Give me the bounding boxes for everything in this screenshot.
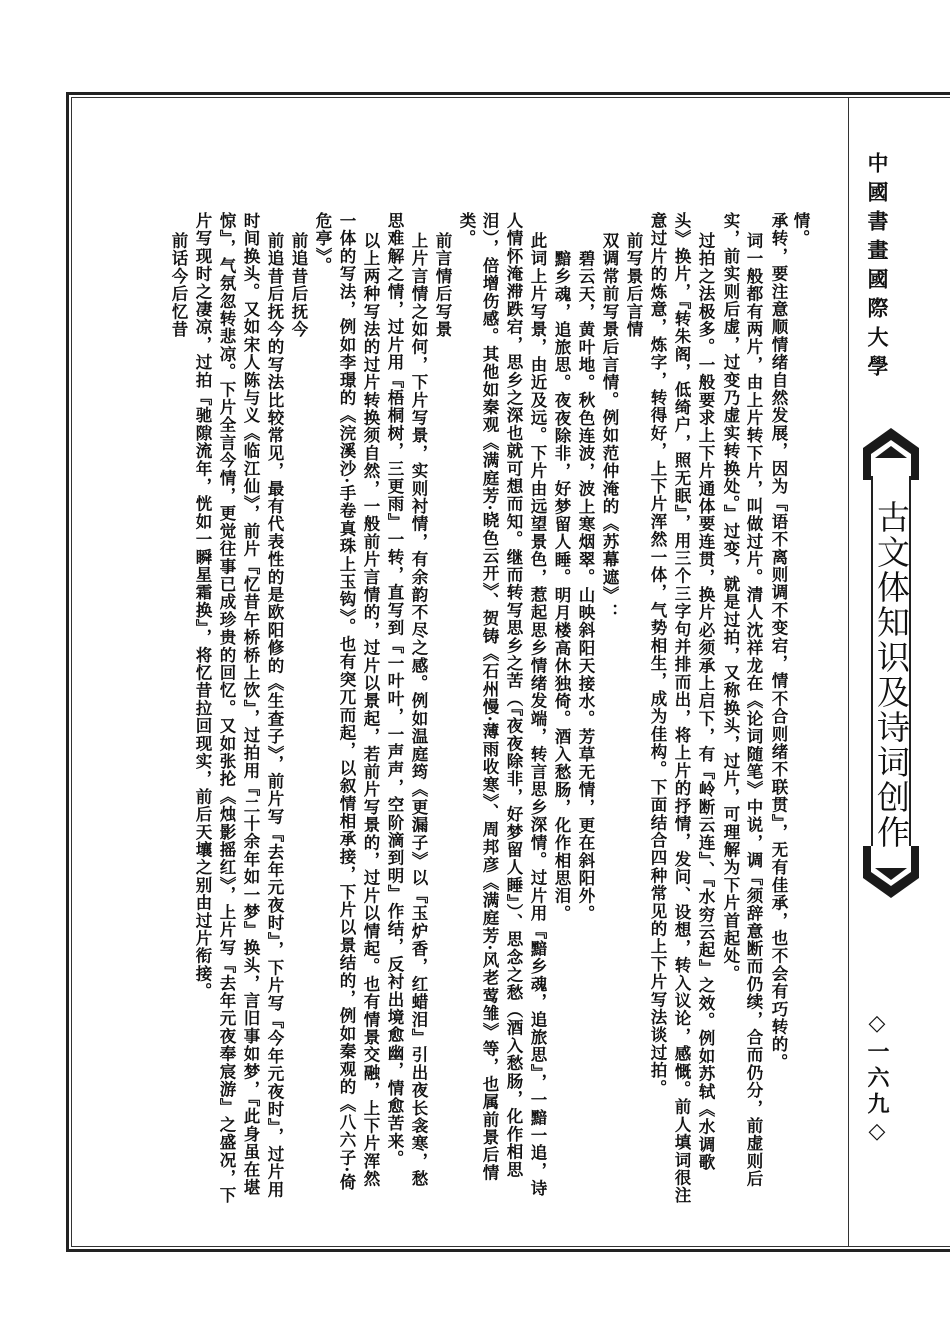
text-column: 类。 bbox=[457, 212, 476, 248]
text-column: 上片言情之如何，下片写景，实则衬情，有余韵不尽之感。例如温庭筠《更漏子》以『玉炉香，红蜡泪』引出夜长衾寒，愁 bbox=[409, 232, 428, 1188]
margin-divider bbox=[848, 97, 849, 1247]
text-column: 片写现时之凄凉，过拍『驰隙流年，恍如一瞬星霜换』，将忆昔拉回现实，前后天壤之别由过片衔接。 bbox=[193, 212, 212, 1001]
text-column: 头》换片，『转朱阁，低绮户，照无眠』，用三个三字句并排而出，将上片的抒情，发问、设想，转入议论，感慨。前人填词很注 bbox=[672, 212, 691, 1205]
section-heading: 前言情后写景 bbox=[433, 232, 452, 339]
banner-bottom-ornament bbox=[863, 846, 919, 898]
section-heading: 前写景后言情 bbox=[624, 232, 643, 339]
poem-line: 碧云天，黄叶地。秋色连波，波上寒烟翠。山映斜阳天接水。芳草无情，更在斜阳外。 bbox=[576, 250, 595, 923]
text-column: 时间换头。又如宋人陈与义《临江仙》，前片『忆昔午桥桥上饮』，过拍用『二十余年如一梦』换头，言旧事如梦，『此身虽在堪 bbox=[241, 212, 260, 1197]
text-column: 以上两种写法的过片转换须自然，一般前片言情的，过片以景起，若前片写景的，过片以情起。也有情景交融，上下片浑然 bbox=[361, 232, 380, 1188]
text-column: 意过片的炼意，炼字，转得好，上下片浑然一体，气势相生，成为佳构。下面结合四种常见的上下片写法谈过拍。 bbox=[648, 212, 667, 1097]
text-column: 双调常前写景后言情。例如范仲淹的《苏幕遮》： bbox=[600, 232, 619, 622]
poem-line: 黯乡魂，追旅思。夜夜除非，好梦留人睡。明月楼高休独倚。酒入愁肠，化作相思泪。 bbox=[552, 250, 571, 923]
banner-top-ornament bbox=[863, 428, 919, 480]
page-number: ◇一六九◇ bbox=[864, 1010, 890, 1148]
book-title: 古文体知识及诗词创作 bbox=[872, 500, 911, 850]
text-column: 思难解之情，过片用『梧桐树，三更雨』一转，直写到『一叶叶，一声声，空阶滴到明』作结，反衬出境愈幽，情愈苦来。 bbox=[385, 212, 404, 1168]
text-column: 此词上片写景，由近及远。下片由远望景色，惹起思乡情绪发端，转言思乡深情。过片用『黯乡魂，追旅思』，一黯一追，诗 bbox=[528, 232, 547, 1198]
text-column: 人情怀淹滞跌宕，思乡之深也就可想而知。继而转写思乡之苦（『夜夜除非，好梦留人睡』）、思念之愁（酒入愁肠，化作相思 bbox=[504, 212, 523, 1179]
text-column: 词一般都有两片，由上片转下片，叫做过片。清人沈祥龙在《论词随笔》中说，调『须辞意断而仍续，合而仍分，前虚则后 bbox=[744, 232, 763, 1188]
text-column: 泪），倍增伤感。其他如秦观《满庭芳·晓色云开》、贺铸《石州慢·薄雨收寒》、周邦彦《满庭芳·风老莺雏》等，也属前景后情 bbox=[480, 212, 499, 1182]
text-column: 承转，要注意顺情绪自然发展，因为『语不离则调不变宕，情不合则绪不联贯』，无有佳承，也不会有巧转的。 bbox=[769, 212, 788, 1072]
text-column: 实，前实则后虚，过变乃虚实转换处。』过变，就是过拍，又称换头，过片，可理解为下片首起处。 bbox=[721, 212, 740, 983]
text-column: 惊』，气氛忽转悲凉。下片全言今情，更觉往事已成珍贵的回忆。又如张抡《烛影摇红》，上片写『去年元夜奉宸游』之盛况，下 bbox=[217, 212, 236, 1205]
text-column: 前追昔后抚今的写法比较常见，最有代表性的是欧阳修的《生查子》，前片写『去年元夜时』，下片写『今年元夜时』，过片用 bbox=[265, 232, 284, 1199]
section-heading: 前追昔后抚今 bbox=[289, 232, 308, 339]
text-column: 危亭》。 bbox=[313, 212, 332, 275]
university-name: 中國書畫國際大學 bbox=[865, 152, 890, 384]
text-column: 情。 bbox=[791, 212, 810, 248]
text-column: 过拍之法极多。一般要求上下片通体要连贯，换片必须承上启下，有『岭断云连』、『水穷云起』之效。例如苏轼《水调歌 bbox=[696, 232, 715, 1172]
section-heading: 前话今后忆昔 bbox=[169, 232, 188, 339]
text-column: 一体的写法，例如李璟的《浣溪沙·手卷真珠上玉钩》。也有突兀而起，以叙情相承接，下片以景结的，例如秦观的《八六子·倚 bbox=[337, 212, 356, 1192]
